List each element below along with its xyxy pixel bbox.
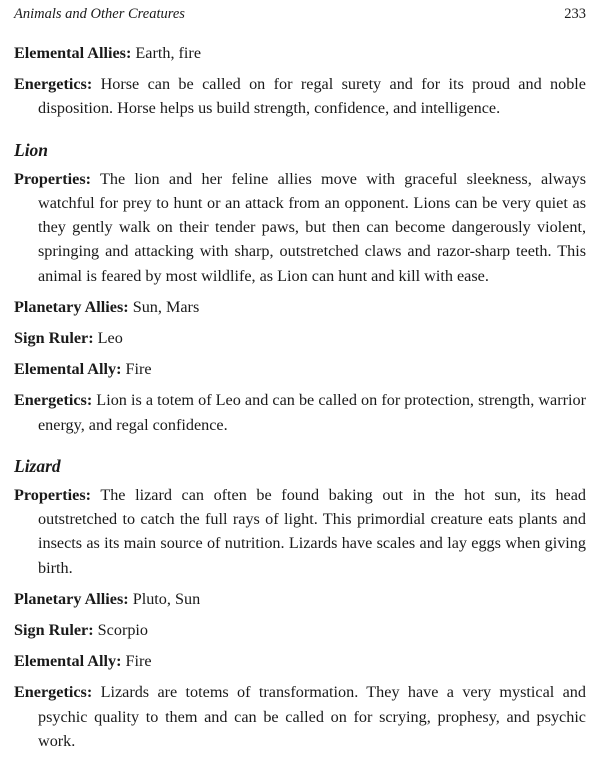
entry-text: Fire	[121, 652, 152, 671]
lion-energetics-entry	[14, 388, 586, 436]
lion-properties-entry	[14, 167, 586, 288]
lizard-energetics-entry	[14, 680, 586, 753]
entry-label: Energetics:	[14, 683, 93, 702]
lizard-planetary-allies-entry	[14, 587, 586, 611]
page-number: 233	[564, 6, 586, 22]
entry-text: Fire	[121, 360, 152, 379]
lion-planetary-allies-entry	[14, 295, 586, 319]
entry-label: Energetics:	[14, 391, 93, 410]
entry-label: Sign Ruler:	[14, 329, 94, 348]
page-body	[14, 41, 586, 760]
lion-sign-ruler-entry	[14, 326, 586, 350]
entry-label: Elemental Allies:	[14, 44, 132, 62]
entry-text: Pluto, Sun	[128, 589, 201, 608]
entry-text: The lion and her feline allies move with graceful sleekness, always watchful for prey to hunt or an attack from an opponent. Lions can be very quiet as they gently walk on their tender paws, but then can become dangerously violent, springing and attacking with sharp, outstretched claws and razor-sharp teeth. This animal is feared by most wildlife, as Lion can hunt and kill with ease.	[38, 169, 586, 285]
horse-elemental-allies-entry	[14, 41, 586, 65]
entry-text: Horse can be called on for regal surety and for its proud and noble disposition. Horse helps us build strength, confidence, and intelligence.	[38, 75, 586, 118]
entry-text: Scorpio	[93, 621, 149, 640]
horse-energetics-entry	[14, 72, 586, 120]
lizard-heading: Lizard	[14, 455, 61, 476]
lion-heading: Lion	[14, 139, 49, 160]
entry-text: Lion is a totem of Leo and can be called on for protection, strength, warrior energy, and regal confidence.	[38, 391, 586, 434]
entry-label: Elemental Ally:	[14, 360, 122, 379]
lion-elemental-ally-entry	[14, 357, 586, 381]
entry-text: Earth, fire	[131, 44, 202, 62]
running-head	[14, 6, 586, 26]
entry-label: Sign Ruler:	[14, 621, 94, 640]
entry-text: Leo	[93, 329, 123, 348]
running-head-title: Animals and Other Creatures	[14, 6, 185, 22]
entry-label: Planetary Allies:	[14, 297, 129, 316]
lizard-elemental-ally-entry	[14, 649, 586, 673]
entry-label: Energetics:	[14, 75, 93, 94]
lizard-sign-ruler-entry	[14, 618, 586, 642]
entry-label: Planetary Allies:	[14, 589, 129, 608]
entry-text: Lizards are totems of transformation. They have a very mystical and psychic quality to them and can be called on for scrying, prophesy, and psychic work.	[38, 683, 586, 750]
entry-text: Sun, Mars	[128, 297, 200, 316]
entry-label: Properties:	[14, 486, 92, 505]
lizard-properties-entry	[14, 483, 586, 580]
entry-label: Elemental Ally:	[14, 652, 122, 671]
entry-label: Properties:	[14, 169, 92, 188]
entry-text: The lizard can often be found baking out in the hot sun, its head outstretched to catch the full rays of light. This primordial creature eats plants and insects as its main source of nutrition. Lizards have scales and lay eggs when giving birth.	[38, 486, 586, 577]
